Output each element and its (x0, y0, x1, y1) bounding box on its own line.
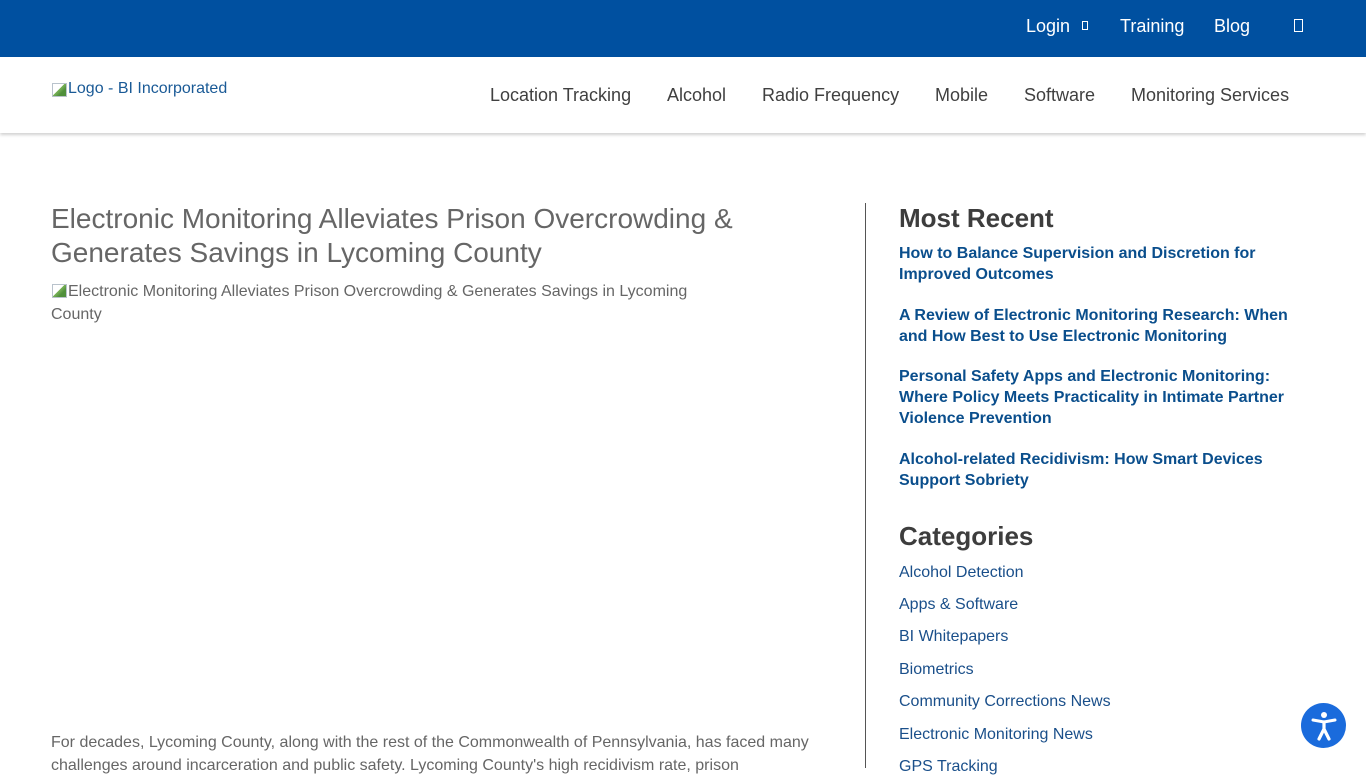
nav-monitoring-services[interactable]: Monitoring Services (1131, 85, 1290, 105)
category-link[interactable]: Apps & Software (899, 596, 1019, 613)
category-link[interactable]: Alcohol Detection (899, 564, 1024, 581)
login-icon[interactable] (1082, 21, 1088, 30)
most-recent-heading: Most Recent (899, 203, 1054, 233)
article-body: For decades, Lycoming County, along with the rest of the Commonwealth of Pennsylvania, has faced many challenges around incarceration and public safety. Lycoming County's high recidivism rate, prison (51, 734, 809, 774)
nav-mobile[interactable]: Mobile (935, 85, 989, 105)
login-link[interactable]: Login (1026, 16, 1071, 36)
search-icon[interactable] (1294, 19, 1303, 32)
main-header (0, 57, 1366, 133)
recent-post-link[interactable]: A Review of Electronic Monitoring Research: When and How Best to Use Electronic Monitoring (899, 307, 1288, 345)
category-link[interactable]: Community Corrections News (899, 693, 1111, 710)
broken-image-icon (51, 282, 67, 298)
blog-link[interactable]: Blog (1214, 16, 1251, 36)
hero-image-alt-text: Electronic Monitoring Alleviates Prison Overcrowding & Generates Savings in Lycoming County (51, 283, 688, 323)
recent-post-link[interactable]: Alcohol-related Recidivism: How Smart Devices Support Sobriety (899, 451, 1263, 489)
category-link[interactable]: GPS Tracking (899, 758, 998, 775)
logo-alt-text: Logo - BI Incorporated (68, 80, 228, 97)
category-link[interactable]: Biometrics (899, 661, 974, 678)
top-utility-bar (0, 0, 1366, 57)
categories-heading: Categories (899, 521, 1034, 551)
category-link[interactable]: Electronic Monitoring News (899, 726, 1093, 743)
hero-image (51, 280, 711, 326)
accessibility-button[interactable] (1301, 703, 1346, 748)
nav-radio-frequency[interactable]: Radio Frequency (762, 85, 900, 105)
recent-post-link[interactable]: How to Balance Supervision and Discretion for Improved Outcomes (899, 245, 1256, 283)
category-link[interactable]: BI Whitepapers (899, 628, 1009, 645)
nav-alcohol[interactable]: Alcohol (667, 85, 727, 105)
accessibility-icon (1310, 711, 1338, 741)
nav-software[interactable]: Software (1024, 85, 1096, 105)
column-divider (865, 203, 866, 768)
recent-post-link[interactable]: Personal Safety Apps and Electronic Monitoring: Where Policy Meets Practicality in Intimate Partner Violence Prevention (899, 368, 1285, 427)
article-title: Electronic Monitoring Alleviates Prison Overcrowding & Generates Savings in Lycoming County (51, 203, 733, 268)
nav-location-tracking[interactable]: Location Tracking (490, 85, 632, 105)
logo-link[interactable] (51, 80, 227, 98)
broken-image-icon (51, 81, 67, 97)
training-link[interactable]: Training (1120, 16, 1185, 36)
